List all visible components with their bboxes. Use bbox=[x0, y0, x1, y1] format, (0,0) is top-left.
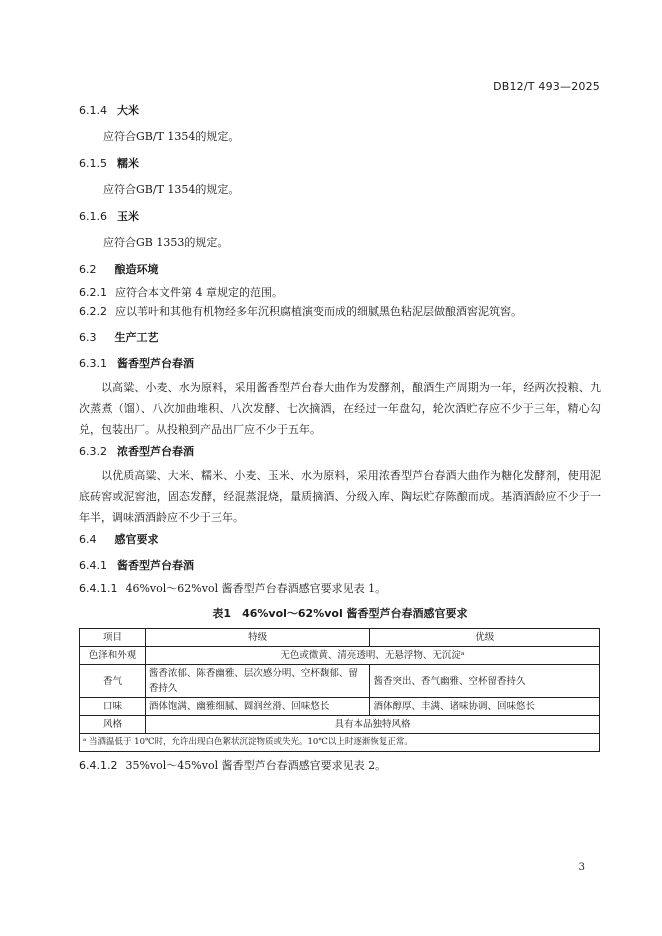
row-value-premium: 酒体饱满、幽雅细腻、圆润丝滑、回味悠长 bbox=[145, 698, 370, 716]
row-label: 风格 bbox=[80, 716, 146, 734]
clause-text: 应符合本文件第 4 章规定的范围。 bbox=[115, 286, 283, 299]
section-number: 6.1.4 bbox=[79, 104, 107, 117]
section-title: 酿造环境 bbox=[114, 263, 159, 276]
clause-6-4-1-2 bbox=[79, 757, 386, 773]
heading-6-2 bbox=[79, 261, 159, 277]
clause-text: 应以苇叶和其他有机物经多年沉积腐植演变而成的细腻黑色粘泥层做酿酒窖泥筑窖。 bbox=[115, 305, 522, 318]
clause-text: 46%vol～62%vol 酱香型芦台春酒感官要求见表 1。 bbox=[125, 582, 387, 595]
page-number: 3 bbox=[578, 862, 585, 873]
heading-6-1-5 bbox=[79, 155, 139, 171]
section-number: 6.3.1 bbox=[79, 357, 107, 370]
table-note-row bbox=[80, 734, 600, 752]
table-row bbox=[80, 665, 600, 698]
row-label: 口味 bbox=[80, 698, 146, 716]
heading-6-1-4 bbox=[79, 102, 139, 118]
clause-6-2-2 bbox=[79, 303, 522, 319]
section-title: 感官要求 bbox=[114, 533, 159, 546]
heading-6-3 bbox=[79, 329, 159, 345]
text-6-1-5: 应符合GB/T 1354的规定。 bbox=[103, 183, 240, 196]
section-title: 生产工艺 bbox=[114, 331, 159, 344]
section-number: 6.1.6 bbox=[79, 210, 107, 223]
section-number: 6.3 bbox=[79, 331, 97, 344]
paragraph-6-3-2: 以优质高粱、大米、糯米、小麦、玉米、水为原料，采用浓香型芦台春酒大曲作为糖化发酵剂，使用泥底砖窖或泥窖池，固态发酵，经混蒸混烧，量质摘酒、分级入库、陶坛贮存陈酿而成。基酒酒龄应不少于一年半，调味酒酒龄应不少于三年。 bbox=[79, 469, 601, 524]
row-value-superior: 酒体醇厚、丰满、诸味协调、回味悠长 bbox=[370, 698, 600, 716]
row-label: 香气 bbox=[80, 665, 146, 698]
text-6-1-4: 应符合GB/T 1354的规定。 bbox=[103, 130, 240, 143]
table-row bbox=[80, 716, 600, 734]
text-6-1-6: 应符合GB 1353的规定。 bbox=[103, 236, 229, 249]
document-code: DB12/T 493—2025 bbox=[493, 80, 600, 93]
row-value-merged: 具有本品独特风格 bbox=[145, 716, 599, 734]
section-title: 酱香型芦台春酒 bbox=[117, 559, 194, 572]
table-header-row bbox=[80, 629, 600, 647]
heading-6-4 bbox=[79, 531, 159, 547]
section-number: 6.2.1 bbox=[79, 286, 107, 299]
row-value-merged: 无色或微黄、清亮透明、无悬浮物、无沉淀ᵃ bbox=[145, 647, 599, 665]
table-row bbox=[80, 647, 600, 665]
row-label: 色泽和外观 bbox=[80, 647, 146, 665]
table-caption: 表1 46%vol～62%vol 酱香型芦台春酒感官要求 bbox=[212, 607, 468, 620]
section-number: 6.2 bbox=[79, 263, 97, 276]
table-row bbox=[80, 698, 600, 716]
heading-6-1-6 bbox=[79, 208, 139, 224]
heading-6-3-1 bbox=[79, 355, 194, 371]
row-value-superior: 酱香突出、香气幽雅、空杯留香持久 bbox=[370, 665, 600, 698]
heading-6-3-2 bbox=[79, 443, 194, 459]
clause-text: 35%vol～45%vol 酱香型芦台春酒感官要求见表 2。 bbox=[125, 759, 387, 772]
sensory-requirements-table bbox=[79, 628, 600, 752]
header-premium: 特级 bbox=[145, 629, 370, 647]
clause-6-4-1-1 bbox=[79, 580, 386, 596]
section-title: 浓香型芦台春酒 bbox=[117, 445, 194, 458]
section-number: 6.4 bbox=[79, 533, 97, 546]
header-item: 项目 bbox=[80, 629, 146, 647]
section-title: 玉米 bbox=[117, 210, 139, 223]
section-number: 6.2.2 bbox=[79, 305, 107, 318]
section-title: 酱香型芦台春酒 bbox=[117, 357, 194, 370]
clause-6-2-1 bbox=[79, 284, 283, 300]
section-number: 6.4.1 bbox=[79, 559, 107, 572]
section-number: 6.4.1.1 bbox=[79, 582, 118, 595]
heading-6-4-1 bbox=[79, 557, 194, 573]
section-title: 糯米 bbox=[117, 157, 139, 170]
row-value-premium: 酱香浓郁、陈香幽雅、层次感分明、空杯馥郁、留香持久 bbox=[145, 665, 370, 698]
section-number: 6.4.1.2 bbox=[79, 759, 118, 772]
section-number: 6.3.2 bbox=[79, 445, 107, 458]
section-title: 大米 bbox=[117, 104, 139, 117]
table-footnote: ᵃ 当酒温低于 10℃时，允许出现白色絮状沉淀物质或失光。10℃以上时逐渐恢复正常。 bbox=[80, 734, 600, 752]
paragraph-6-3-1: 以高粱、小麦、水为原料，采用酱香型芦台春大曲作为发酵剂，酿酒生产周期为一年，经两次投粮、九次蒸煮（馏）、八次加曲堆积、八次发酵、七次摘酒，在经过一年盘勾，轮次酒贮存应不少于三年，精心勾兑，包装出厂。从投粮到产品出厂应不少于五年。 bbox=[79, 381, 601, 436]
header-superior: 优级 bbox=[370, 629, 600, 647]
section-number: 6.1.5 bbox=[79, 157, 107, 170]
